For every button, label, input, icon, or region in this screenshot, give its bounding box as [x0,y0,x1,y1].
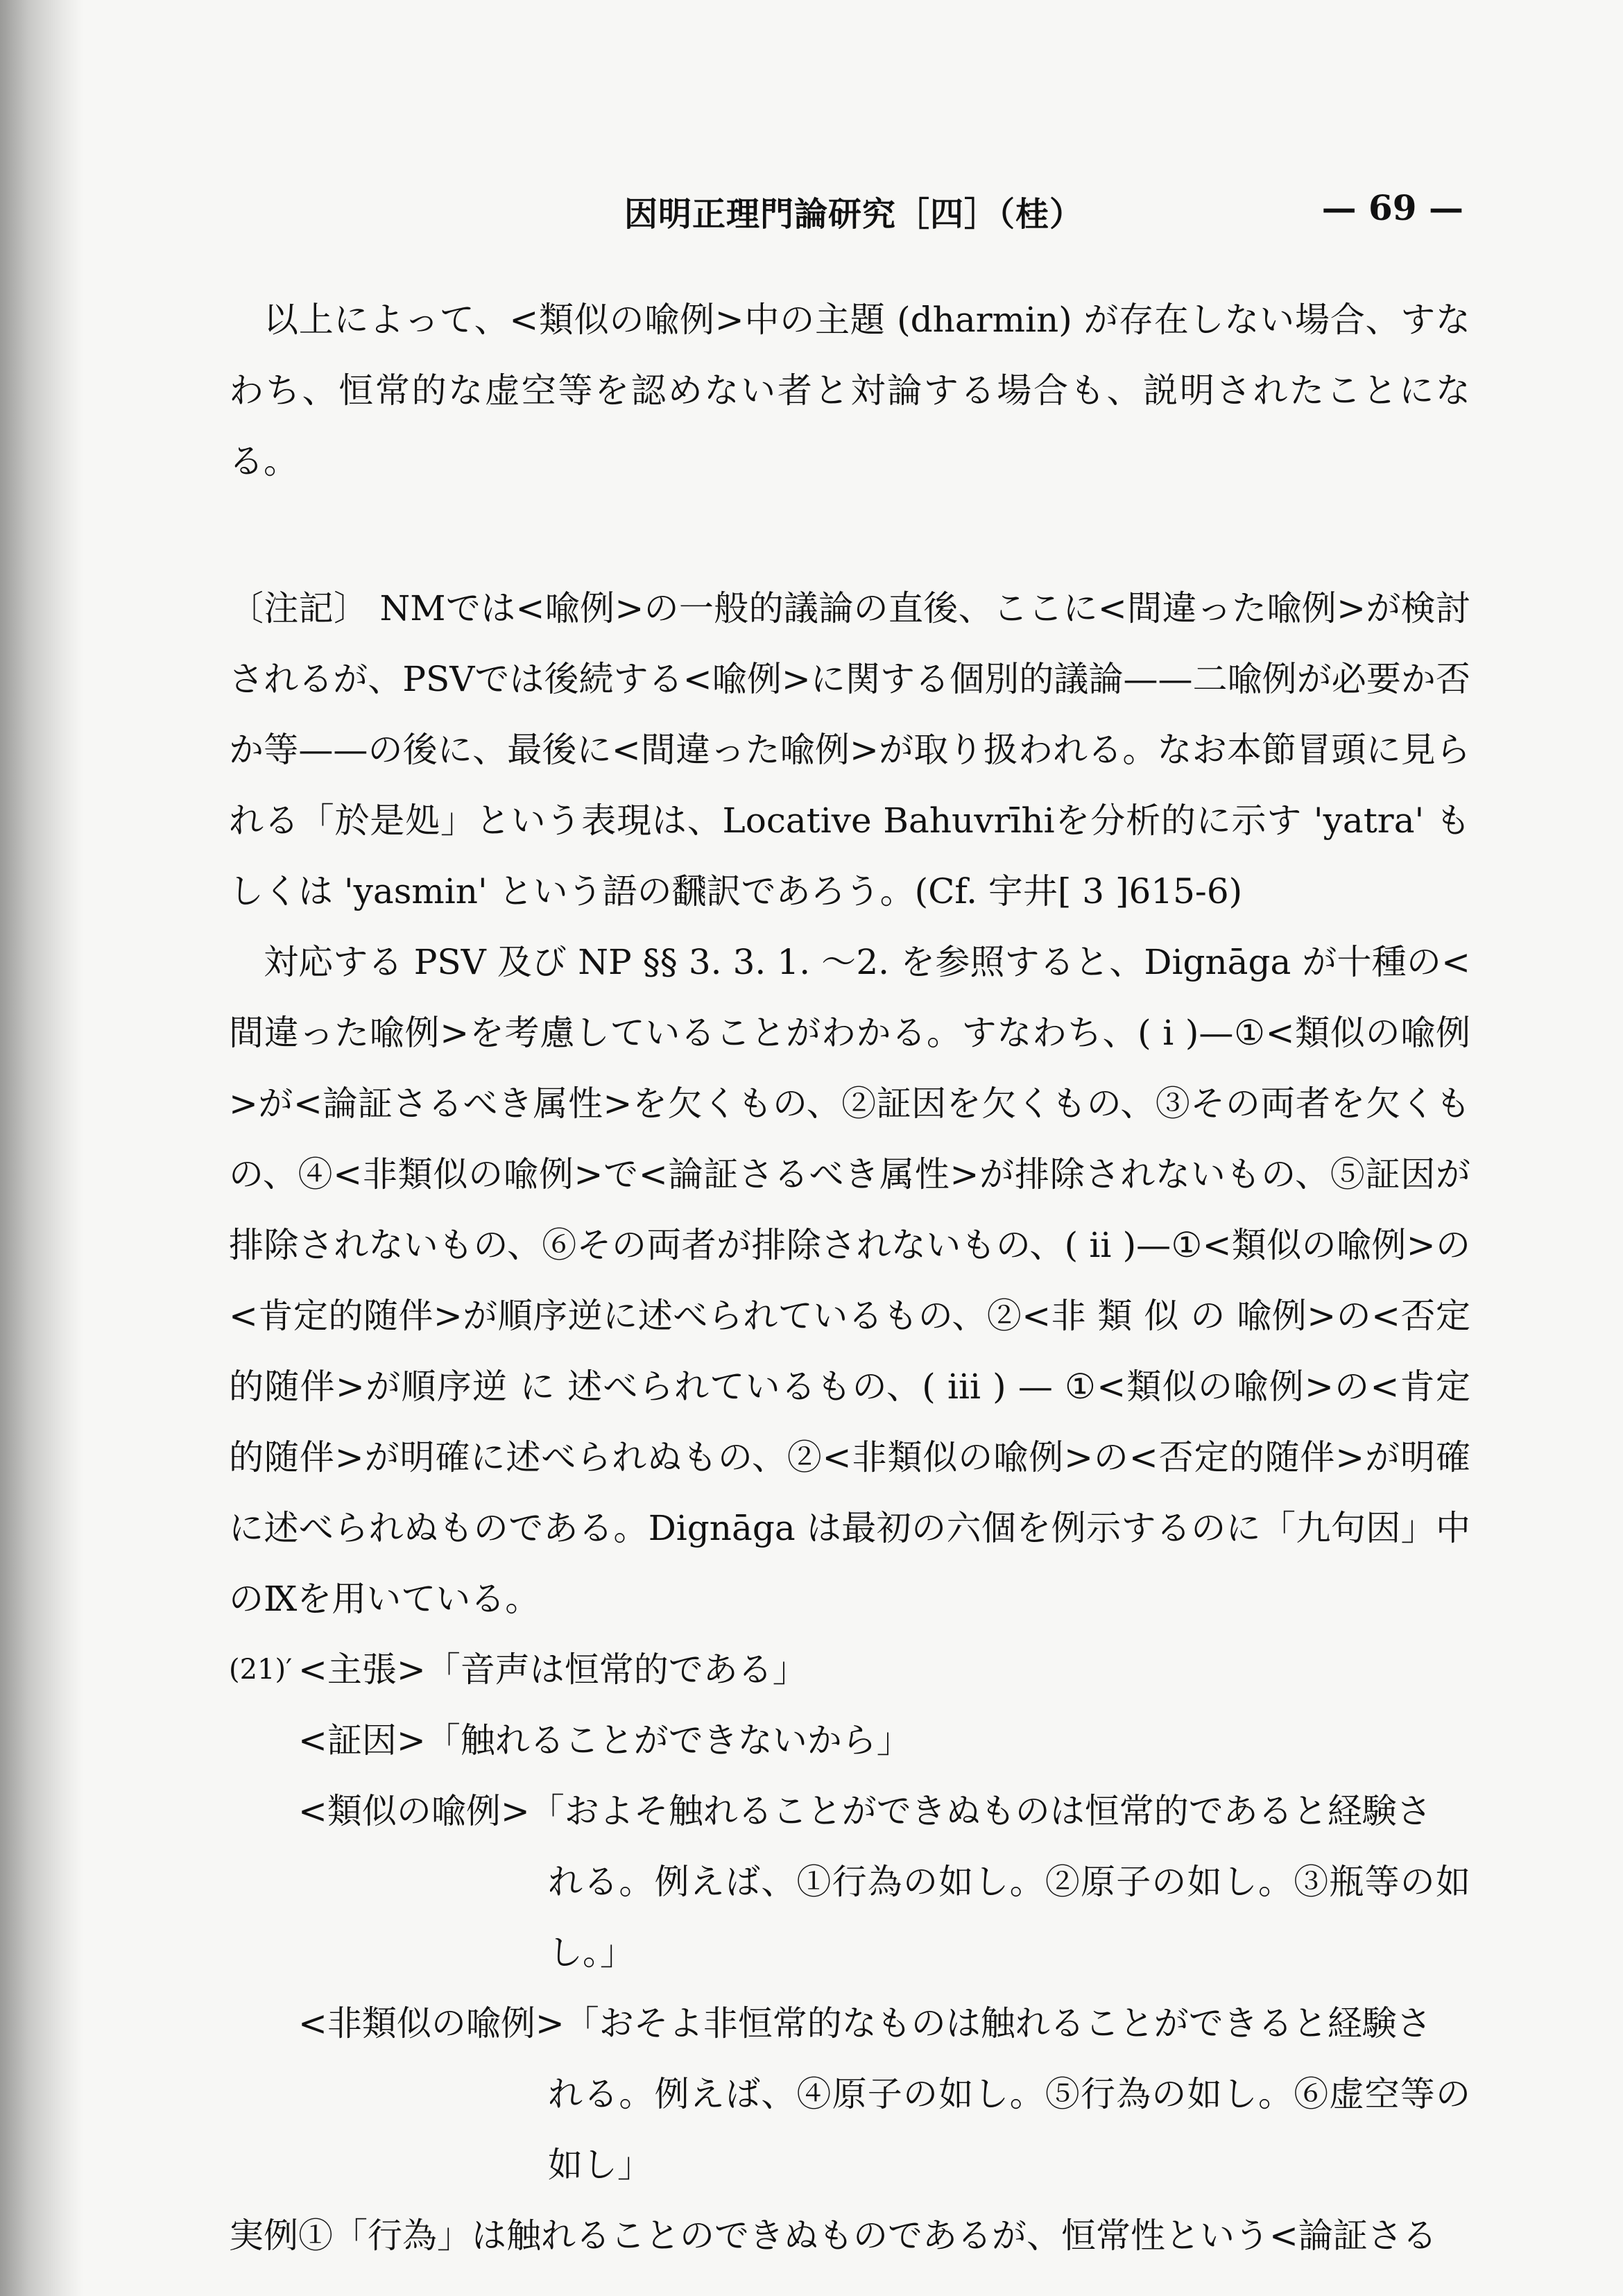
argument-similar-row [229,1776,1470,1847]
similar-example-label: <類似の喩例> [298,1791,530,1831]
paragraph-instance: 実例①「行為」は触れることのできぬものであるが、恒常性という<論証さる [229,2216,1437,2256]
paragraph-conclusion: 以上によって、<類似の喩例>中の主題 (dharmin) が存在しない場合、すなわち、恒常的な虚空等を認めない者と対論する場合も、説明されたことになる。 [229,300,1470,481]
thesis-text: 「音声は恒常的である」 [425,1650,807,1690]
argument-dissimilar-row [229,1988,1470,2059]
paragraph-ten-fallacies: 対応する PSV 及び NP §§ 3. 3. 1. ～2. を参照すると、Dignāga が十種の<間違った喩例>を考慮していることがわかる。すなわち、( i )—①<類似の喩例>が<論証さるべき属性>を欠くもの、②証因を欠くもの、③その両者を欠くもの、④<非類似の喩例>で<論証さるべき属性>が排除されないもの、⑤証因が排除されないもの、⑥その両者が排除されないもの、( ii )—①<類似の喩例>の<肯定的随伴>が順序逆に述べられているもの、②<非 類 似 の 喩例>の<否定的随伴>が順序逆 に 述べられているもの、( iii ) — ①<類似の喩例>の<肯定的随伴>が明確に述べられぬもの、②<非類似の喩例>の<否定的随伴>が明確に述べられぬものである。Dignāga は最初の六個を例示するのに「九句因」中のⅨを用いている。 [229,942,1470,1619]
page-header [624,187,1463,250]
argument-thesis-row [229,1634,1470,1705]
page-body [229,284,1470,2271]
argument-reason-row [229,1705,1470,1776]
reason-label: <証因> [298,1720,426,1760]
running-title: 因明正理門論研究［四］（桂） [624,195,1084,234]
dissimilar-example-text-first: 「おそよ非恒常的なものは触れることができると経験さ [564,2003,1432,2044]
similar-example-text-first: 「およそ触れることができぬものは恒常的であると経験さ [529,1791,1432,1831]
argument-number: (21)′ [229,1654,293,1686]
dissimilar-example-text-rest: れる。例えば、④原子の如し。⑤行為の如し。⑥虚空等の如し」 [548,2074,1470,2185]
page-number: — 69 — [1321,187,1463,228]
dissimilar-example-label: <非類似の喩例> [298,2003,565,2044]
reason-text: 「触れることができないから」 [425,1720,911,1760]
section-gap [229,497,1470,573]
similar-example-text-rest: れる。例えば、①行為の如し。②原子の如し。③瓶等の如し。」 [548,1862,1470,1973]
paragraph-note: 〔注記〕 NMでは<喩例>の一般的議論の直後、ここに<間違った喩例>が検討されるが、PSVでは後続する<喩例>に関する個別的議論——二喩例が必要か否か等——の後に、最後に<間違った喩例>が取り扱われる。なお本節冒頭に見られる「於是処」という表現は、Locative Bahuvrīhiを分析的に示す 'yatra' もしくは 'yasmin' という語の飜訳であろう。(Cf. 宇井[ 3 ]615-6) [229,588,1470,911]
scan-shadow-edge [0,0,83,2296]
thesis-label: <主張> [298,1650,426,1690]
